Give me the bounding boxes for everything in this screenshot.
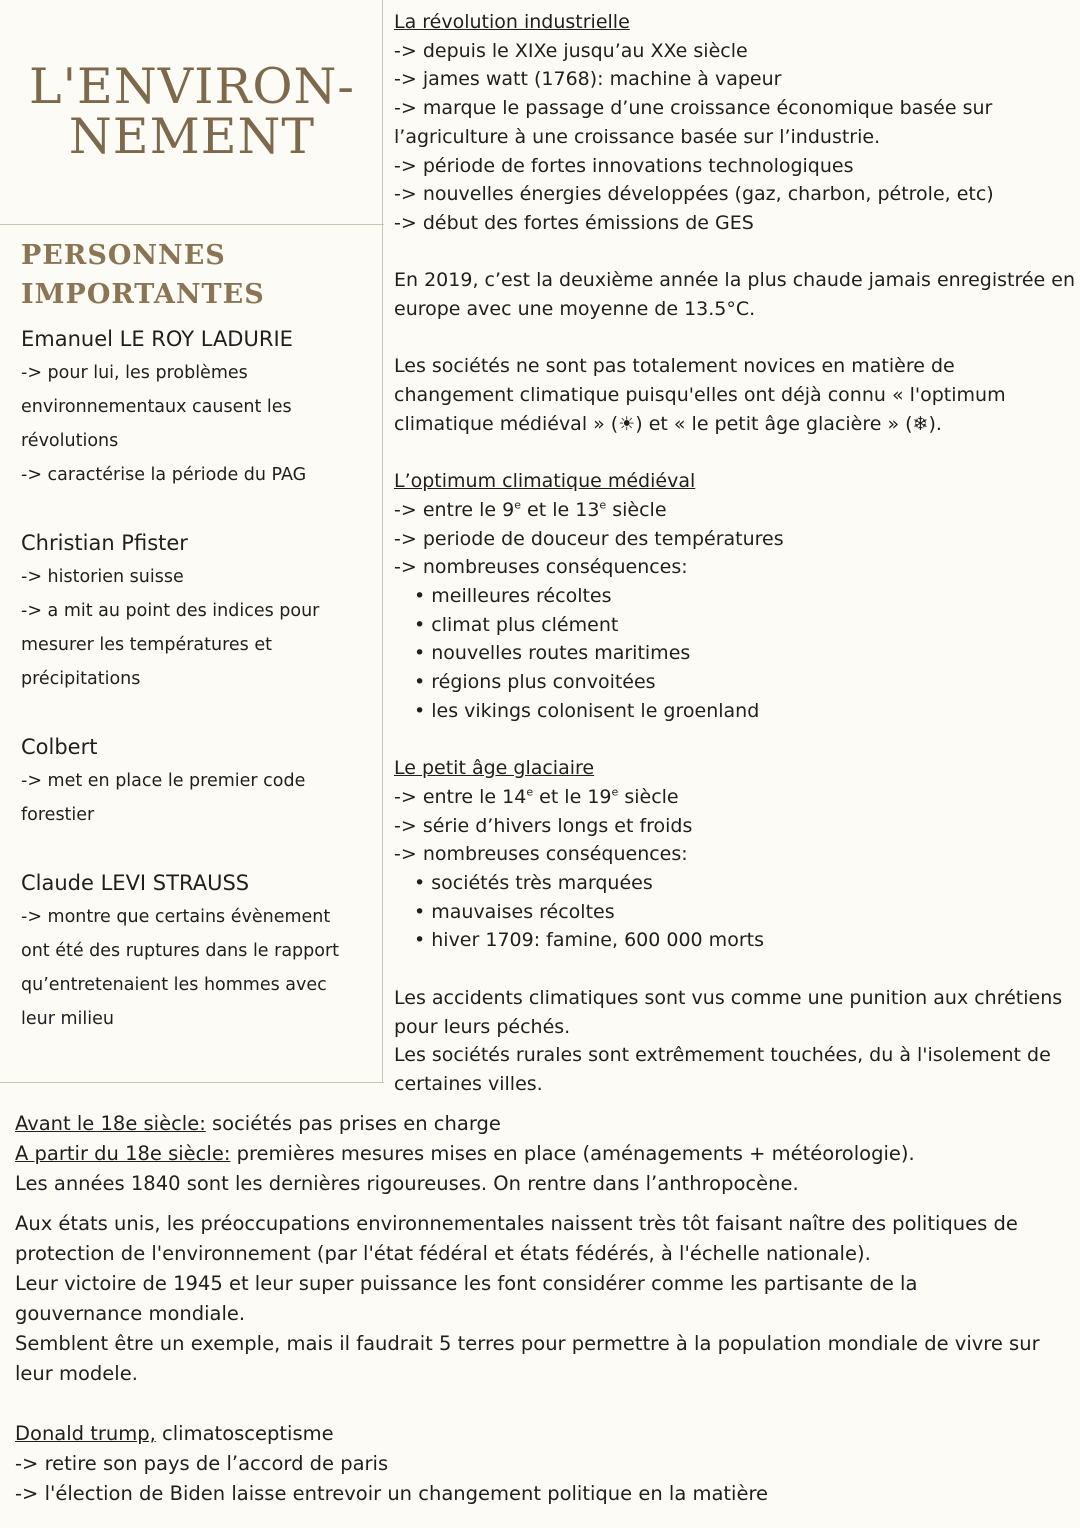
label-a-partir: A partir du 18e siècle: bbox=[15, 1142, 231, 1165]
list-item: • mauvaises récoltes bbox=[414, 900, 615, 923]
main-content: La révolution industrielle -> depuis le XIXe jusqu’au XXe siècle -> james watt (1768): machine à vapeur -> marque le passage d’une croissance économique basée sur l’agriculture à une croissance basée sur l’industrie. -> période de fortes innovations technologiques -> nouvelles énergies développées (gaz, charbon, pétrole, etc) -> début des fortes émissions de GES En 2019, c’est la deuxième année la plus chaude jamais enregistrée en europe avec une moyenne de 13.5°C. Les sociétés ne sont pas totalement novices en matière de changement climatique puisqu'elles ont déjà connu « l'optimum climatique médiéval » (☀) et « le petit âge glacière » (❄). L’optimum climatique médiéval -> entre le 9e et le 13e siècle -> periode de douceur des températures -> nombreuses conséquences: • meilleures récoltes • climat plus clément • nouvelles routes maritimes • régions plus convoitées • les vikings colonisent le groenland Le petit âge glaciaire -> entre le 14e et le 19e siècle -> série d’hivers longs et froids -> nombreuses conséquences: • sociétés très marquées • mauvaises récoltes • hiver 1709: famine, 600 000 morts Les accidents climatiques sont vus comme une punition aux chrétiens pour leurs péchés. Les sociétés rurales sont extrêmement touchées, du à l'isolement de certaines villes. bbox=[394, 8, 1078, 1099]
label-trump: Donald trump, bbox=[15, 1422, 156, 1445]
sidebar bbox=[21, 236, 371, 1070]
person-name: Colbert bbox=[21, 735, 98, 759]
paragraph-societes: Les sociétés ne sont pas totalement novices en matière de bbox=[394, 355, 955, 378]
list-item: • climat plus clément bbox=[414, 613, 619, 636]
section-heading-industrial: La révolution industrielle bbox=[394, 11, 630, 33]
label-avant: Avant le 18e siècle: bbox=[15, 1112, 206, 1135]
title-line-1: L'ENVIRON- bbox=[29, 58, 355, 115]
person-entry: Christian Pfister -> historien suisse -> a mit au point des indices pour mesurer les températures et précipitations bbox=[21, 526, 371, 696]
section-heading-optimum: L’optimum climatique médiéval bbox=[394, 470, 696, 493]
section-heading-pag: Le petit âge glaciaire bbox=[394, 757, 595, 780]
person-entry: Emanuel LE ROY LADURIE -> pour lui, les problèmes environnementaux causent les révolutions -> caractérise la période du PAG bbox=[21, 322, 371, 492]
paragraph-accidents: Les accidents climatiques sont vus comme une punition aux chrétiens bbox=[394, 986, 1063, 1009]
person-name: Christian Pfister bbox=[21, 531, 188, 555]
person-name: Claude LEVI STRAUSS bbox=[21, 871, 250, 895]
paragraph-usa: Aux états unis, les préoccupations environnementales naissent très tôt faisant naître des politiques de bbox=[15, 1212, 1018, 1235]
list-item: • régions plus convoitées bbox=[414, 671, 656, 694]
person-entry: Colbert -> met en place le premier code forestier bbox=[21, 730, 371, 832]
list-item: • hiver 1709: famine, 600 000 morts bbox=[414, 929, 764, 952]
title-line-2: NEMENT bbox=[68, 108, 316, 165]
list-item: • les vikings colonisent le groenland bbox=[414, 699, 760, 722]
bottom-content: Avant le 18e siècle: sociétés pas prises en charge A partir du 18e siècle: premières mesures mises en place (aménagements + météorologie). Les années 1840 sont les dernières rigoureuses. On rentre dans l’anthropocène. Aux états unis, les préoccupations environnementales naissent très tôt faisant naître des politiques de protection de l'environnement (par l'état fédéral et états fédérés, à l'échelle nationale). Leur victoire de 1945 et leur super puissance les font considérer comme les partisante de la gouvernance mondiale. Semblent être un exemple, mais il faudrait 5 terres pour permettre à la population mondiale de vivre sur leur modele. Donald trump, climatosceptisme -> retire son pays de l’accord de paris -> l'élection de Biden laisse entrevoir un changement politique en la matière bbox=[15, 1109, 1070, 1509]
sidebar-heading: PERSONNES IMPORTANTES bbox=[21, 240, 265, 310]
divider-bottom bbox=[0, 1082, 384, 1083]
paragraph-2019: En 2019, c’est la deuxième année la plus chaude jamais enregistrée en bbox=[394, 269, 1076, 292]
list-item: • meilleures récoltes bbox=[414, 585, 612, 608]
divider-top bbox=[0, 224, 384, 225]
page-title bbox=[0, 58, 384, 165]
list-item: • nouvelles routes maritimes bbox=[414, 642, 691, 665]
person-name: Emanuel LE ROY LADURIE bbox=[21, 327, 293, 351]
person-entry: Claude LEVI STRAUSS -> montre que certains évènement ont été des ruptures dans le rapport qu’entretenaient les hommes avec leur milieu bbox=[21, 866, 371, 1036]
divider-vertical bbox=[382, 0, 383, 1082]
list-item: • sociétés très marquées bbox=[414, 872, 653, 895]
